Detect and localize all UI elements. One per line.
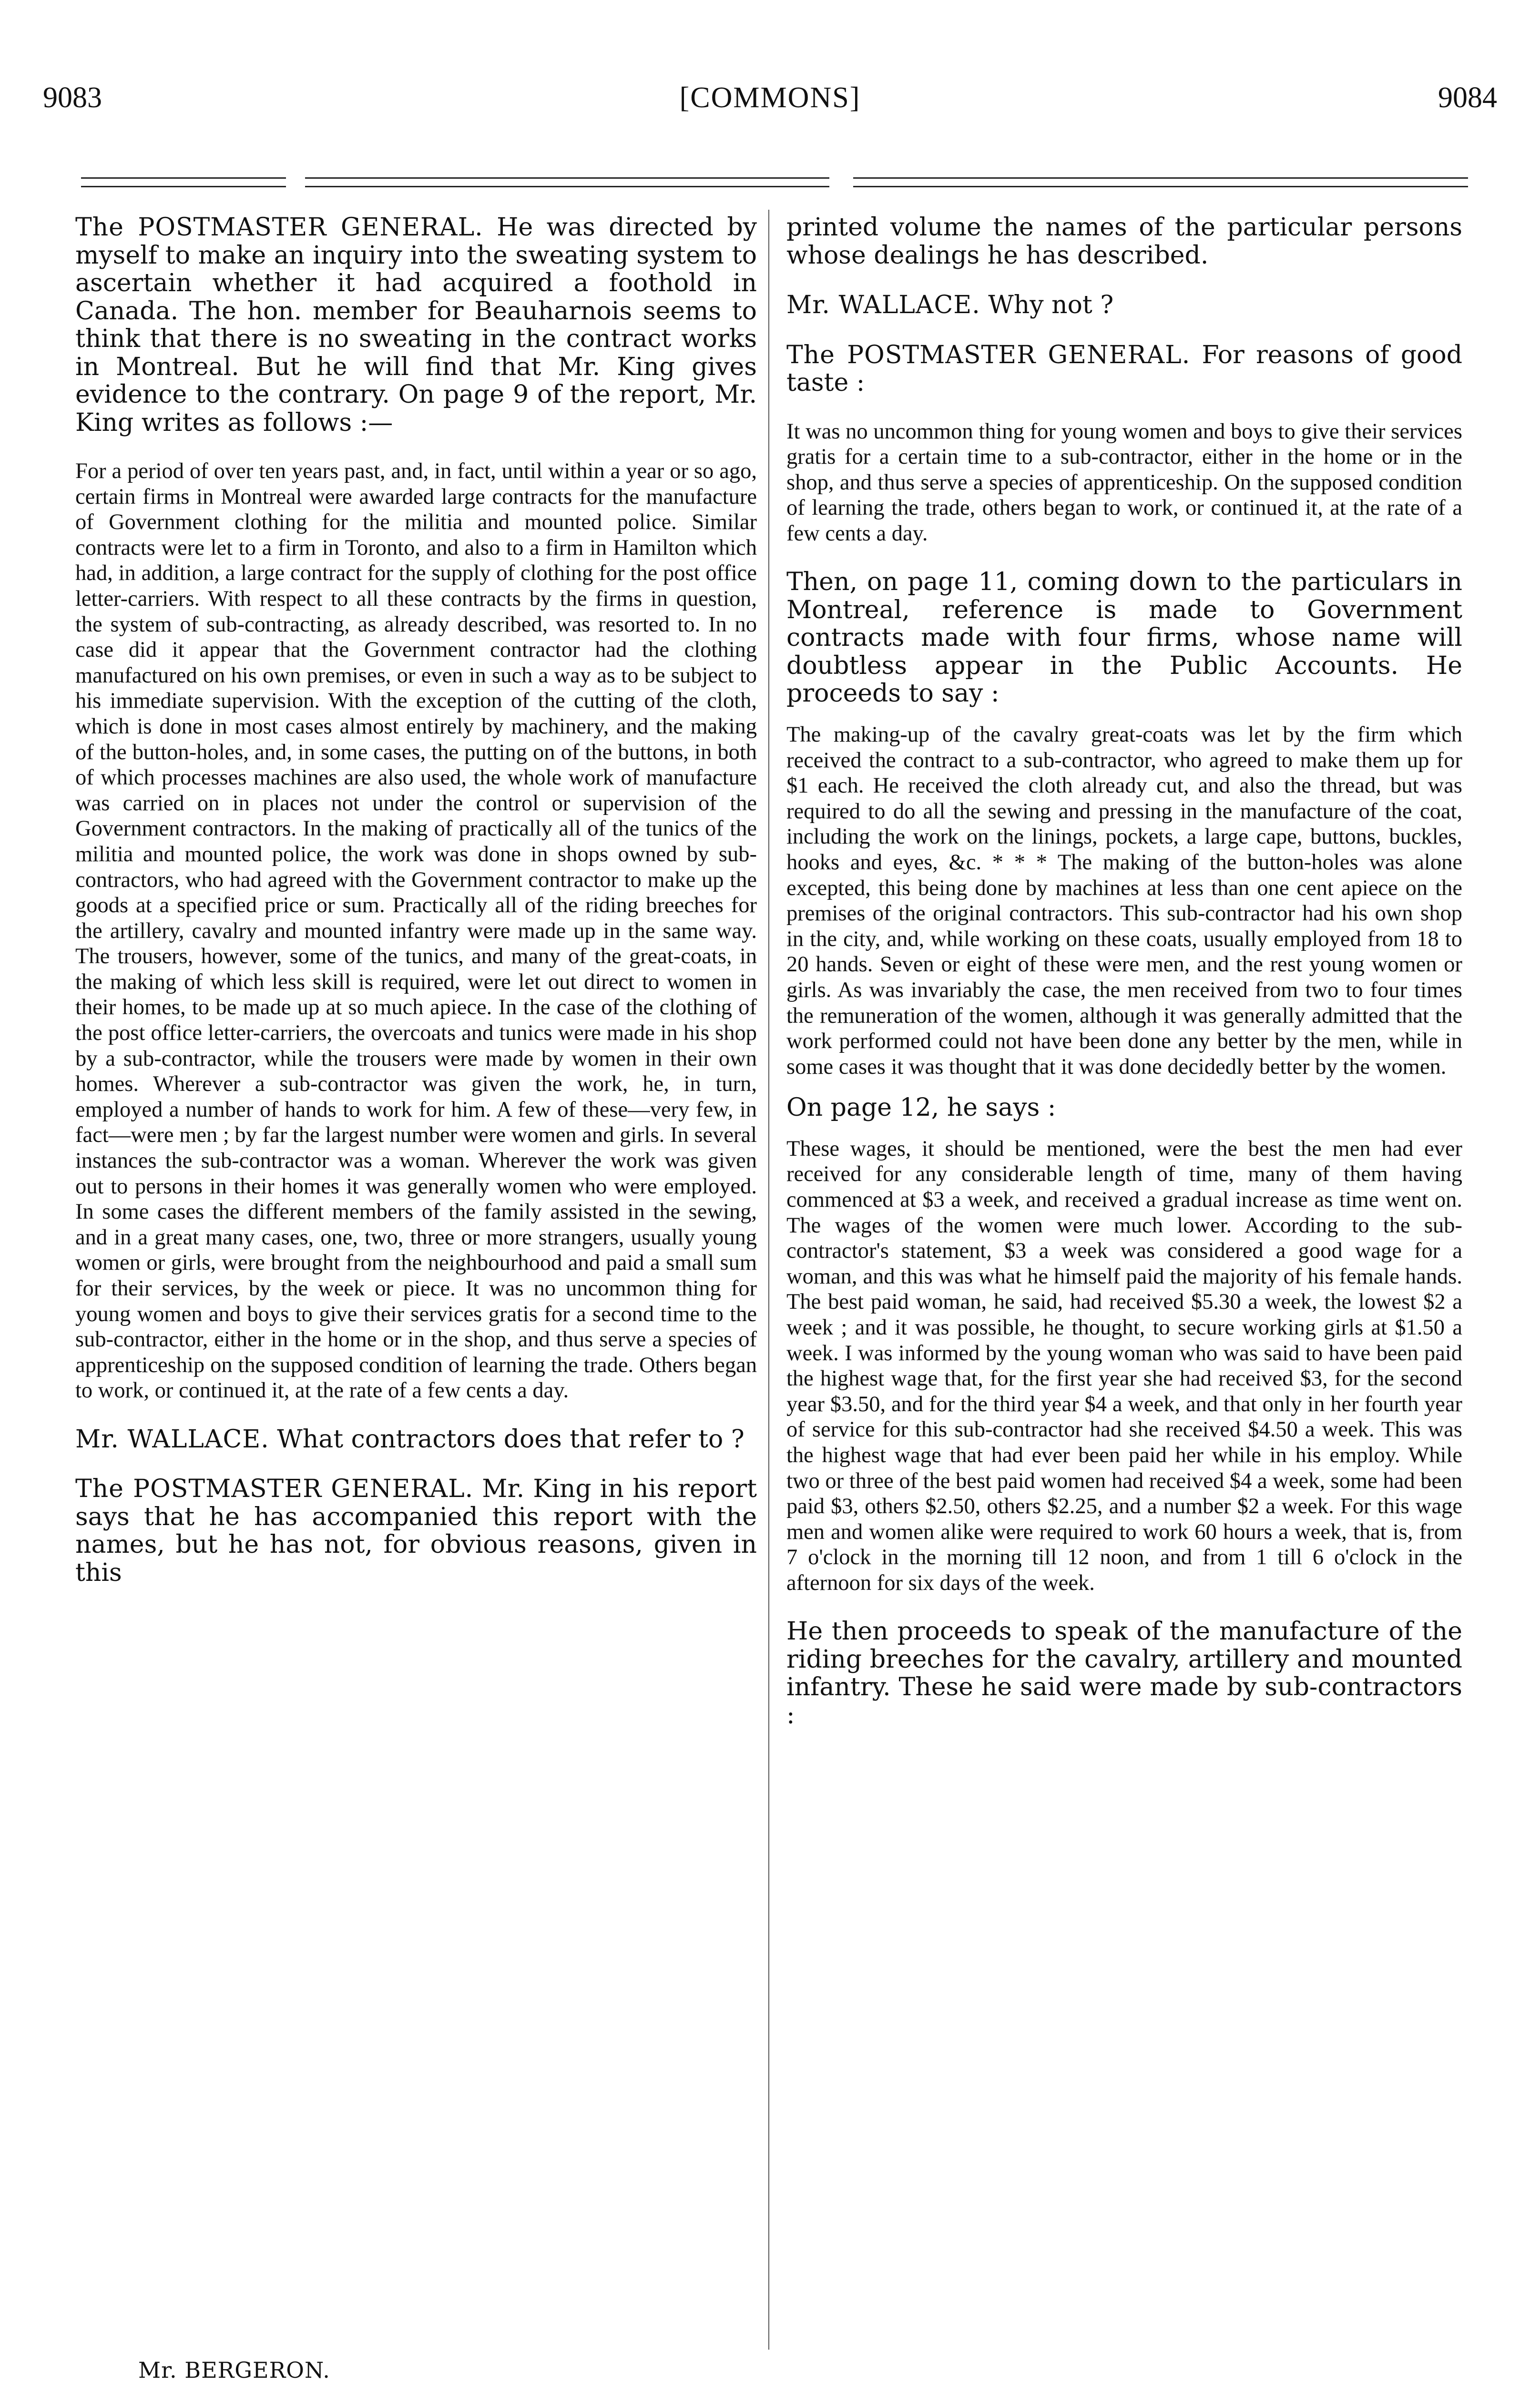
quoted-passage: These wages, it should be mentioned, were the best the men had ever received for any considerable length of time, many of them having commenced at $3 a week, and received a gradual increase as time went on. The wages of the women were much lower. According to the sub-contractor's statement, $3 a week was considered a good wage for a woman, and this was what he himself paid the majority of his female hands. The best paid woman, he said, had received $5.30 a week, the lowest $2 a week ; and it was possible, he thought, to secure working girls at $1.50 a week. I was informed by the young woman who was said to have been paid the highest wage that, for the first year she had received $3, for the second year $3.50, and for the third year $4 a week, and that only in her fourth year of service for this sub-contractor had she received $4.50 a week. This was the highest wage that had ever been paid her while in his employ. While two or three of the best paid women had received $4 a week, some had been paid $3, others $2.50, others $2.25, and a number $2 a week. For this wage men and women alike were required to work 60 hours a week, that is, from 7 o'clock in the morning till 12 noon, and from 1 till 6 o'clock in the afternoon for six days of the week. xyxy=(786,1136,1462,1595)
right-column xyxy=(786,214,1462,1729)
header-title: [COMMONS] xyxy=(679,81,861,114)
header-rule xyxy=(853,177,1468,179)
speech-paragraph xyxy=(75,1426,757,1454)
header-rules xyxy=(81,177,1469,192)
footer-speaker-marker: Mr. BERGERON. xyxy=(138,2357,330,2383)
speech-text: For reasons of good taste : xyxy=(786,340,1463,397)
speech-text: Mr. King in his report says that he has accompanied this report with the names, but he has not, for obvious reasons, given in this xyxy=(75,1475,757,1587)
header-rule xyxy=(305,186,829,187)
speech-paragraph: He then proceeds to speak of the manufacture of the riding breeches for the cavalry, artillery and mounted infantry. These he said were made by sub-contractors : xyxy=(786,1617,1462,1730)
speech-paragraph xyxy=(786,341,1462,397)
speaker-name: Mr. WALLACE. xyxy=(75,1425,269,1454)
speaker-name: The POSTMASTER GENERAL. xyxy=(75,1475,474,1504)
speaker-name: The POSTMASTER GENERAL. xyxy=(75,213,483,242)
header-rule xyxy=(81,177,286,179)
header-rule xyxy=(305,177,829,179)
speech-text: What contractors does that refer to ? xyxy=(277,1425,745,1454)
speaker-name: The POSTMASTER GENERAL. xyxy=(786,340,1191,369)
quoted-passage: It was no uncommon thing for young women and boys to give their services gratis for a certain time to a sub-contractor, either in the home or in the shop, and thus serve a species of apprenticeship. On the supposed condition of learning the trade, others began to work, or continued it, at the rate of a few cents a day. xyxy=(786,419,1462,546)
header-rule xyxy=(853,186,1468,187)
column-divider xyxy=(768,210,769,2350)
speech-paragraph xyxy=(75,214,757,437)
page-number-left: 9083 xyxy=(43,81,102,114)
speech-paragraph xyxy=(786,291,1462,319)
speech-paragraph: On page 12, he says : xyxy=(786,1093,1056,1122)
quoted-passage: For a period of over ten years past, and, in fact, until within a year or so ago, certain firms in Montreal were awarded large contracts for the manufacture of Government clothing for the militia and mounted police. Similar contracts were let to a firm in Toronto, and also to a firm in Hamilton which had, in addition, a large contract for the supply of clothing for the post office letter-carriers. With respect to all these contracts by the firms in question, the system of sub-contracting, as already described, was resorted to. In no case did it appear that the Government contractor had the clothing manufactured on his own premises, or even in such a way as to be subject to his immediate supervision. With the exception of the cutting of the cloth, which is done in most cases almost entirely by machinery, and the making of the button-holes, and, in some cases, the putting on of the buttons, in both of which processes machines are also used, the whole work of manufacture was carried on in places not under the control or supervision of the Government contractors. In the making of practically all of the tunics of the militia and mounted police, the work was done in shops owned by sub-contractors, who had agreed with the Government contractor to make up the goods at a specified price or sum. Practically all of the riding breeches for the artillery, cavalry and mounted infantry were made up in the same way. The trousers, however, some of the tunics, and many of the great-coats, in the making of which less skill is required, were let out direct to women in their homes, to be made up at so much apiece. In the case of the clothing of the post office letter-carriers, the overcoats and tunics were made in his shop by a sub-contractor, while the trousers were made by women in their own homes. Wherever a sub-contractor was given the work, he, in turn, employed a number of hands to work for him. A few of these—very few, in fact—were men ; by far the largest number were women and girls. In several instances the sub-contractor was a woman. Wherever the work was given out to persons in their homes it was generally women who were employed. In some cases the different members of the family assisted in the sewing, and in a great many cases, one, two, three or more strangers, usually young women or girls, were brought from the neighbourhood and paid a small sum for their services, by the week or piece. It was no uncommon thing for young women and boys to give their services gratis for a second time to the sub-contractor, either in the home or in the shop, and thus serve a species of apprenticeship on the supposed condition of learning the trade. Others began to work, or continued it, at the rate of a few cents a day. xyxy=(75,459,757,1403)
page-number-right: 9084 xyxy=(1438,81,1497,114)
speech-text: He was directed by myself to make an inquiry into the sweating system to ascertain whether it had acquired a foothold in Canada. The hon. member for Beauharnois seems to think that there is no sweating in the contract works in Montreal. But he will find that Mr. King gives evidence to the contrary. On page 9 of the report, Mr. King writes as follows :— xyxy=(75,213,757,437)
header-rule xyxy=(81,186,286,187)
speech-paragraph: printed volume the names of the particular persons whose dealings he has described. xyxy=(786,213,1462,270)
left-column xyxy=(75,214,757,1587)
page-header xyxy=(43,81,1497,129)
speaker-name: Mr. WALLACE. xyxy=(786,291,980,319)
quoted-passage: The making-up of the cavalry great-coats was let by the firm which received the contract to a sub-contractor, who agreed to make them up for $1 each. He received the cloth already cut, and also the thread, but was required to do all the sewing and pressing in the manufacture of the coat, including the work on the linings, pockets, a large cape, buttons, buckles, hooks and eyes, &c. * * * The making of the button-holes was alone excepted, this being done by machines at less than one cent apiece on the premises of the original contractors. This sub-contractor had his own shop in the city, and, while working on these coats, usually employed from 18 to 20 hands. Seven or eight of these were men, and the rest young women or girls. As was invariably the case, the men received from two to four times the remuneration of the women, although it was generally admitted that the work performed could not have been done any better by the men, while in some cases it was thought that it was done decidedly better by the women. xyxy=(786,722,1462,1079)
speech-paragraph xyxy=(75,1475,757,1587)
speech-paragraph: Then, on page 11, coming down to the particulars in Montreal, reference is made to Government contracts made with four firms, whose name will doubtless appear in the Public Accounts. He proceeds to say : xyxy=(786,568,1462,708)
speech-text: Why not ? xyxy=(988,291,1114,319)
